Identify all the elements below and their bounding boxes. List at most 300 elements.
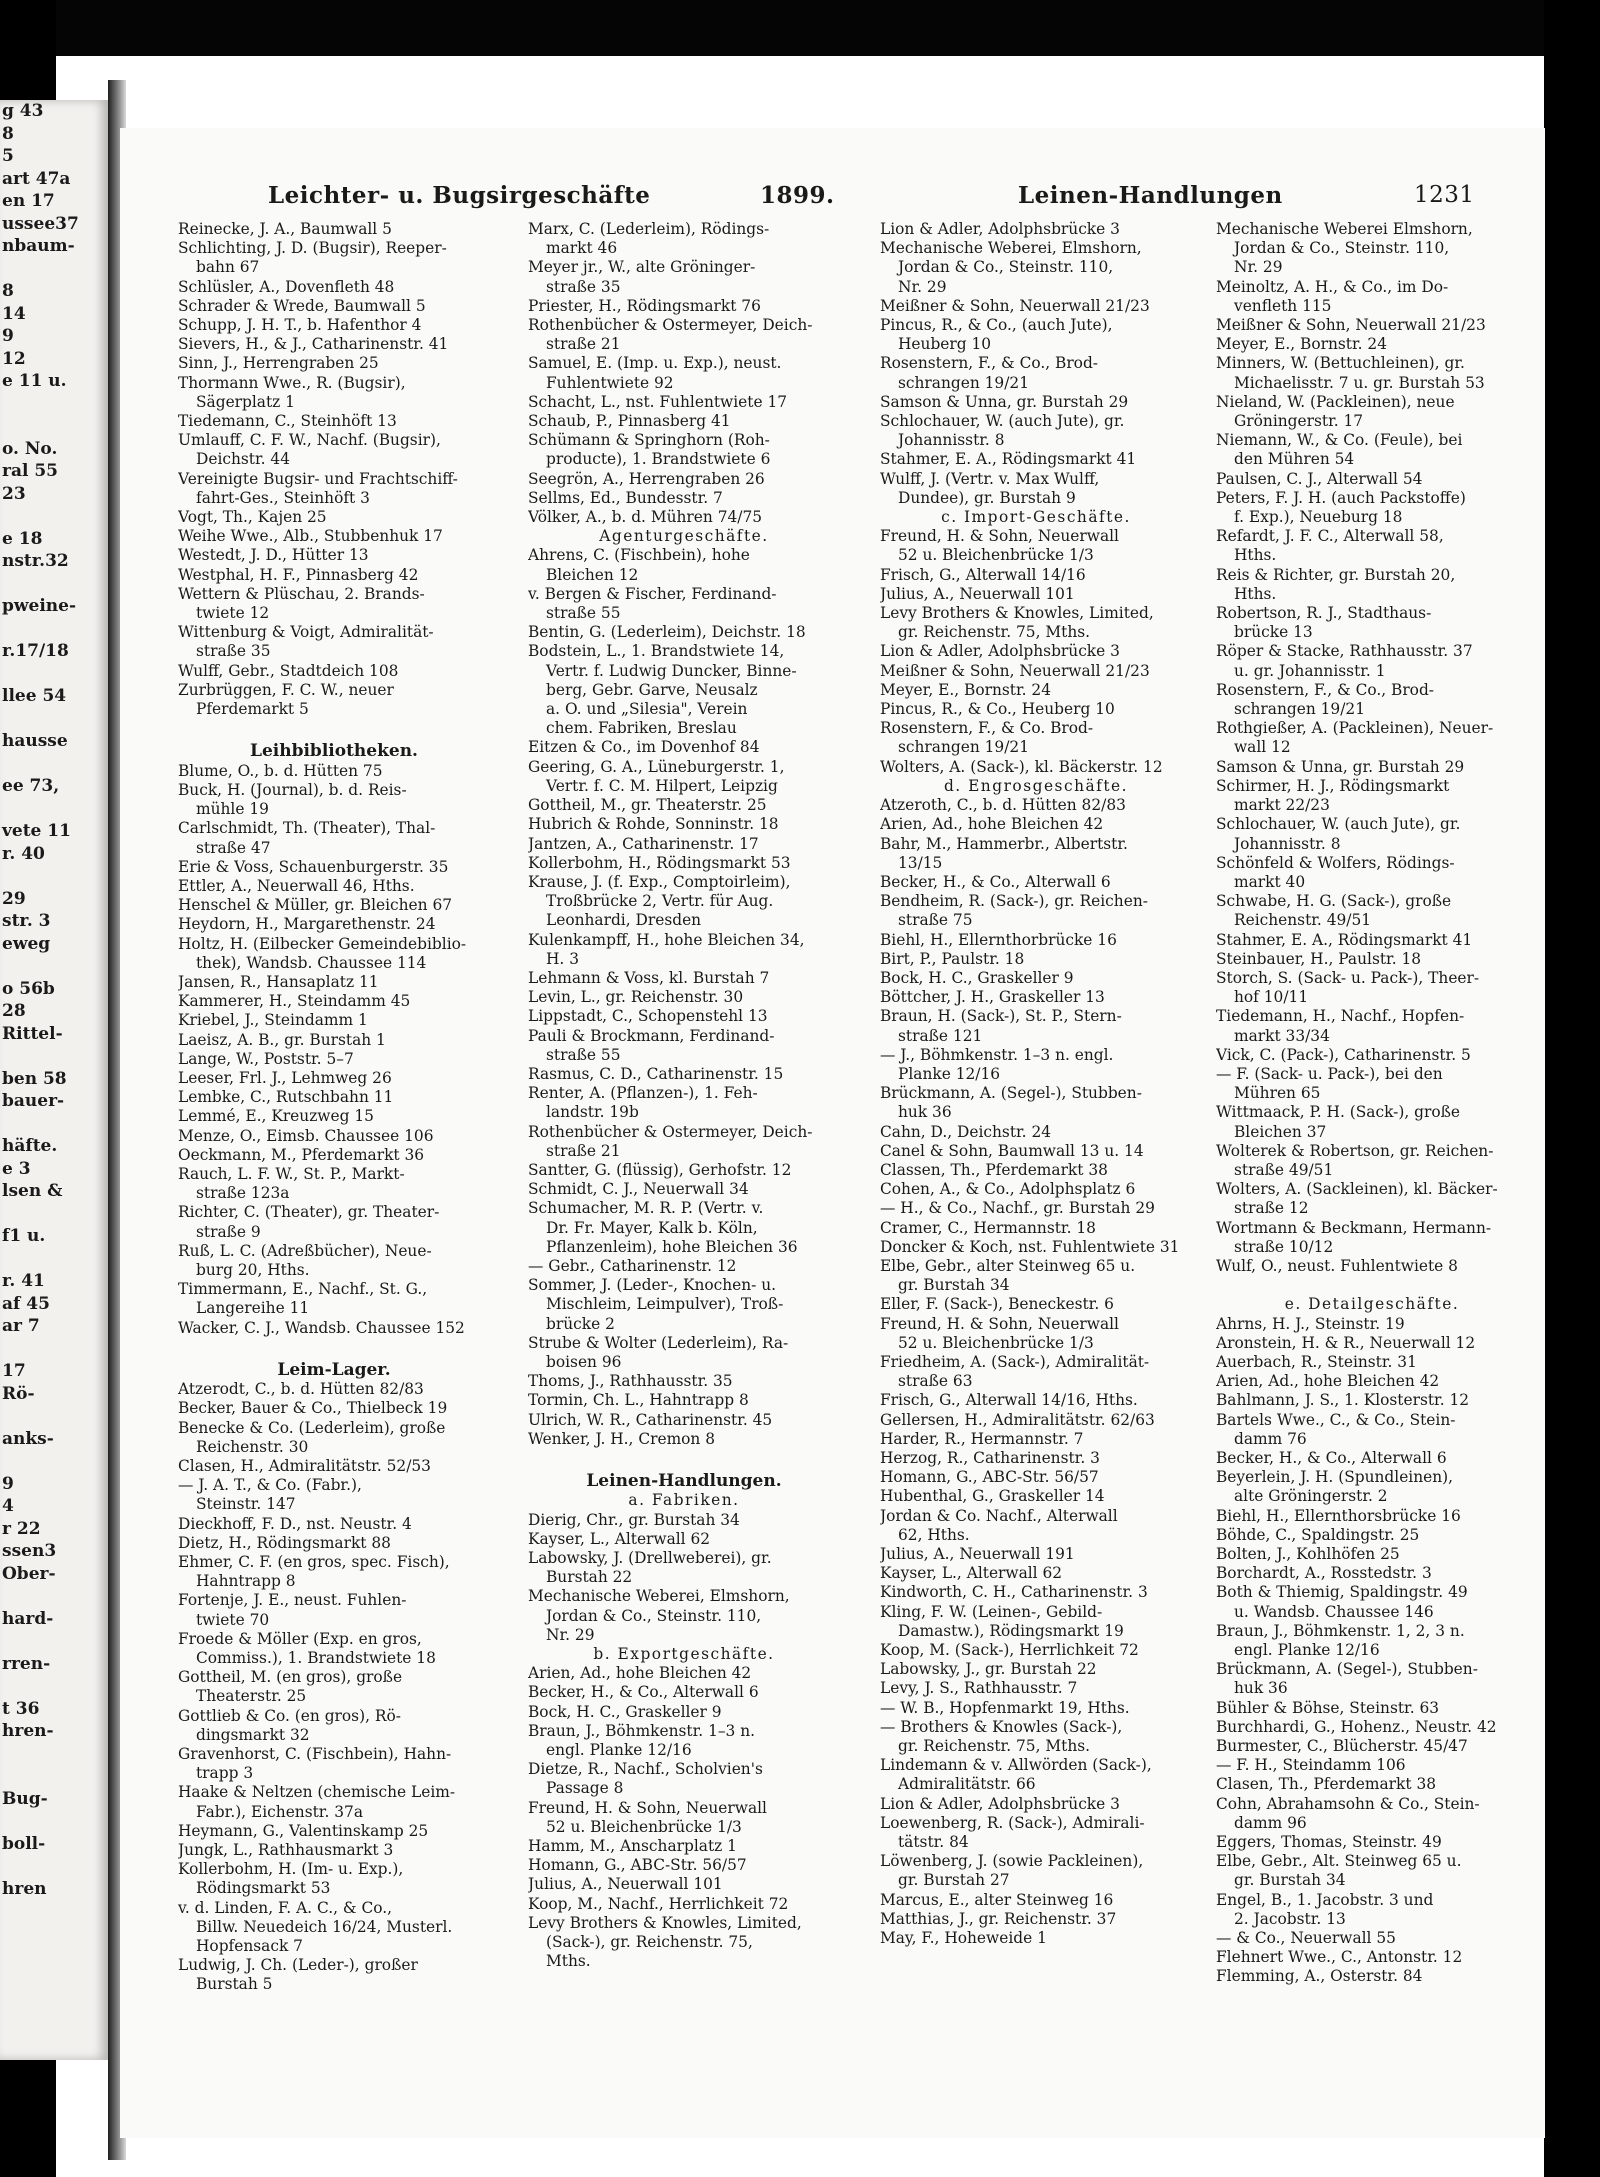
subsection-heading: d. Engrosgeschäfte. — [943, 776, 1129, 795]
directory-entry: Peters, F. J. H. (auch Packstoffe) — [1216, 488, 1466, 507]
directory-entry: Heymann, G., Valentinskamp 25 — [178, 1821, 429, 1840]
facing-page-text: vete 11 — [2, 821, 71, 841]
directory-entry: Erie & Voss, Schauenburgerstr. 35 — [178, 857, 449, 876]
directory-entry: Cramer, C., Hermannstr. 18 — [880, 1218, 1096, 1237]
directory-entry: Strube & Wolter (Lederleim), Ra- — [528, 1333, 789, 1352]
directory-entry: Leeser, Frl. J., Lehmweg 26 — [178, 1068, 392, 1087]
directory-entry: Meyer, E., Bornstr. 24 — [1216, 335, 1387, 354]
directory-entry: — H., & Co., Nachf., gr. Burstah 29 — [880, 1199, 1155, 1218]
directory-entry: Cohen, A., & Co., Adolphsplatz 6 — [880, 1180, 1136, 1199]
directory-entry: Canel & Sohn, Baumwall 13 u. 14 — [880, 1141, 1144, 1160]
directory-entry: Wolterek & Robertson, gr. Reichen- — [1216, 1141, 1494, 1160]
directory-entry: engl. Planke 12/16 — [546, 1741, 692, 1760]
facing-page-text: ee 73, — [2, 776, 60, 796]
directory-entry: Herzog, R., Catharinenstr. 3 — [880, 1449, 1100, 1467]
facing-page-text: o 56b — [2, 978, 55, 999]
facing-page-text: art 47a — [2, 168, 71, 189]
directory-entry: Jansen, R., Hansaplatz 11 — [178, 972, 379, 991]
directory-entry: Jordan & Co., Steinstr. 110, — [1234, 239, 1450, 258]
directory-entry: Leonhardi, Dresden — [546, 911, 702, 930]
facing-page-text: r. 40 — [2, 843, 45, 864]
directory-entry: Lange, W., Poststr. 5–7 — [178, 1049, 354, 1068]
directory-entry: Wettern & Plüschau, 2. Brands- — [178, 584, 425, 603]
directory-entry: — F. (Sack- u. Pack-), bei den — [1216, 1064, 1443, 1083]
directory-entry: Bendheim, R. (Sack-), gr. Reichen- — [880, 892, 1148, 911]
directory-entry: 13/15 — [898, 853, 943, 872]
directory-entry: — F. H., Steindamm 106 — [1216, 1756, 1406, 1775]
directory-entry: Wittmaack, P. H. (Sack-), große — [1216, 1103, 1460, 1122]
directory-entry: u. gr. Johannisstr. 1 — [1234, 661, 1386, 680]
directory-entry: Reichenstr. 30 — [196, 1437, 309, 1456]
directory-entry: 62, Hths. — [898, 1525, 970, 1544]
directory-entry: Vogt, Th., Kajen 25 — [178, 508, 327, 527]
facing-page-text: ral 55 — [2, 461, 59, 481]
directory-entry: schrangen 19/21 — [1234, 700, 1365, 719]
running-header — [120, 180, 1545, 220]
directory-entry: Nieland, W. (Packleinen), neue — [1216, 392, 1455, 411]
facing-page-text: pweine- — [2, 596, 77, 616]
directory-entry: Homann, G., ABC-Str. 56/57 — [528, 1856, 747, 1875]
directory-entry: Bahr, M., Hammerbr., Albertstr. — [880, 834, 1128, 853]
directory-entry: Krause, J. (f. Exp., Comptoirleim), — [528, 872, 791, 891]
directory-entry: Ahrns, H. J., Steinstr. 19 — [1216, 1314, 1405, 1333]
directory-entry: Reis & Richter, gr. Burstah 20, — [1216, 565, 1456, 584]
facing-page-text — [0, 753, 108, 776]
directory-entry: Deichstr. 44 — [196, 450, 291, 469]
subsection-heading: b. Exportgeschäfte. — [593, 1645, 775, 1664]
facing-page-text: 29 — [2, 888, 26, 909]
directory-entry: Wulff, Gebr., Stadtdeich 108 — [178, 661, 399, 680]
directory-entry: fahrt-Ges., Steinhöft 3 — [196, 488, 370, 507]
directory-entry: Kayser, L., Alterwall 62 — [880, 1564, 1063, 1583]
facing-page-text: häfte. — [2, 1136, 58, 1156]
directory-entry: Samson & Unna, gr. Burstah 29 — [1216, 757, 1465, 776]
directory-entry: straße 10/12 — [1234, 1237, 1334, 1256]
directory-entry: Becker, H., & Co., Alterwall 6 — [880, 872, 1111, 891]
directory-entry: Mechanische Weberei, Elmshorn, — [880, 239, 1142, 258]
directory-entry: Niemann, W., & Co. (Feule), bei — [1216, 431, 1463, 450]
directory-entry: Jordan & Co., Steinstr. 110, — [546, 1606, 762, 1625]
directory-entry: — J., Böhmkenstr. 1–3 n. engl. — [880, 1045, 1114, 1064]
directory-entry: v. Bergen & Fischer, Ferdinand- — [528, 584, 777, 603]
directory-entry: Gottheil, M., gr. Theaterstr. 25 — [528, 796, 767, 815]
directory-entry: straße 9 — [196, 1222, 261, 1241]
directory-entry — [178, 1338, 490, 1357]
directory-entry: Geering, G. A., Lüneburgerstr. 1, — [528, 757, 785, 776]
facing-page-text: af 45 — [2, 1293, 50, 1314]
directory-entry: Rosenstern, F., & Co. Brod- — [880, 719, 1094, 738]
directory-entry: Vereinigte Bugsir- und Frachtschiff- — [178, 469, 458, 488]
directory-entry: Umlauff, C. F. W., Nachf. (Bugsir), — [178, 431, 441, 450]
facing-page-text: Rö- — [2, 1383, 35, 1404]
facing-page-text — [0, 1630, 108, 1653]
facing-page-text: 12 — [2, 348, 26, 369]
directory-entry: Lindemann & v. Allwörden (Sack-), — [880, 1756, 1152, 1775]
directory-entry: Aronstein, H. & R., Neuerwall 12 — [1216, 1333, 1476, 1352]
facing-page-text: str. 3 — [2, 911, 51, 931]
directory-entry: landstr. 19b — [546, 1103, 639, 1122]
directory-entry: Bodstein, L., 1. Brandstwiete 14, — [528, 642, 785, 661]
directory-entry: Braun, J., Böhmkenstr. 1–3 n. — [528, 1721, 756, 1740]
directory-entry: Refardt, J. F. C., Alterwall 58, — [1216, 527, 1444, 546]
directory-entry: Schmidt, C. J., Neuerwall 34 — [528, 1180, 749, 1199]
facing-page-text: f1 u. — [2, 1226, 46, 1246]
facing-page-text — [0, 1675, 108, 1698]
facing-page-text: 14 — [2, 303, 26, 324]
directory-entry: Classen, Th., Pferdemarkt 38 — [880, 1160, 1108, 1179]
directory-entry: venfleth 115 — [1234, 296, 1332, 315]
directory-entry: Hubrich & Rohde, Sonninstr. 18 — [528, 815, 779, 834]
subsection-heading: Agenturgeschäfte. — [599, 527, 769, 546]
directory-page — [120, 128, 1545, 2138]
directory-entry: Lippstadt, C., Schopenstehl 13 — [528, 1007, 768, 1026]
directory-entry: Wacker, C. J., Wandsb. Chaussee 152 — [178, 1318, 465, 1337]
directory-entry: engl. Planke 12/16 — [1234, 1641, 1380, 1660]
directory-entry: Fuhlentwiete 92 — [546, 373, 674, 392]
directory-entry: Santter, G. (flüssig), Gerhofstr. 12 — [528, 1160, 792, 1179]
directory-entry: Hubenthal, G., Graskeller 14 — [880, 1487, 1105, 1506]
directory-entry: v. d. Linden, F. A. C., & Co., — [178, 1898, 393, 1917]
directory-entry: Bock, H. C., Graskeller 9 — [880, 968, 1074, 987]
directory-entry: Schirmer, H. J., Rödingsmarkt — [1216, 776, 1450, 795]
directory-entry: Becker, H., & Co., Alterwall 6 — [528, 1683, 759, 1702]
directory-entry: Meißner & Sohn, Neuerwall 21/23 — [1216, 316, 1486, 335]
directory-entry: Braun, H. (Sack-), St. P., Stern- — [880, 1007, 1122, 1026]
directory-entry: u. Wandsb. Chaussee 146 — [1234, 1602, 1434, 1621]
directory-entry: straße 35 — [546, 277, 621, 296]
directory-entry: Vertr. f. Ludwig Duncker, Binne- — [546, 661, 797, 680]
section-heading: Leinen-Handlungen. — [586, 1472, 782, 1492]
directory-entry: Seegrön, A., Herrengraben 26 — [528, 469, 765, 488]
directory-entry: Schacht, L., nst. Fuhlentwiete 17 — [528, 392, 788, 411]
directory-entry: Mischleim, Leimpulver), Troß- — [546, 1295, 784, 1314]
column-3 — [880, 220, 1192, 2120]
directory-entry: Loewenberg, R. (Sack-), Admirali- — [880, 1813, 1145, 1832]
facing-page-text — [0, 1338, 108, 1361]
directory-entry: Freund, H. & Sohn, Neuerwall — [880, 1314, 1119, 1333]
directory-entry: Levy Brothers & Knowles, Limited, — [880, 604, 1154, 623]
facing-page-text — [0, 865, 108, 888]
facing-page-text: lsen & — [2, 1181, 63, 1201]
facing-page-text: r.17/18 — [2, 641, 69, 661]
directory-entry: Böttcher, J. H., Graskeller 13 — [880, 988, 1105, 1007]
facing-page-text: bauer- — [2, 1091, 65, 1111]
directory-entry: markt 46 — [546, 239, 618, 258]
directory-entry: Matthias, J., gr. Reichenstr. 37 — [880, 1909, 1117, 1928]
directory-entry: markt 33/34 — [1234, 1026, 1330, 1045]
directory-entry: Vick, C. (Pack-), Catharinenstr. 5 — [1216, 1045, 1471, 1064]
directory-entry: tätstr. 84 — [898, 1833, 969, 1852]
directory-entry: Ludwig, J. Ch. (Leder-), großer — [178, 1956, 418, 1975]
column-1 — [178, 220, 490, 2120]
directory-entry: a. O. und „Silesia", Verein — [546, 700, 748, 719]
directory-entry: Brückmann, A. (Segel-), Stubben- — [1216, 1660, 1478, 1679]
facing-page-text: 8 — [2, 123, 14, 144]
directory-entry: Marx, C. (Lederleim), Rödings- — [528, 220, 770, 238]
directory-entry: straße 21 — [546, 1141, 621, 1160]
directory-entry: Freund, H. & Sohn, Neuerwall — [528, 1798, 767, 1817]
directory-entry: huk 36 — [898, 1103, 952, 1122]
directory-entry: Völker, A., b. d. Mühren 74/75 — [528, 508, 763, 527]
directory-entry: Johannisstr. 8 — [898, 431, 1005, 450]
directory-entry: Weihe Wwe., Alb., Stubbenhuk 17 — [178, 527, 443, 546]
directory-entry: Schlochauer, W. (auch Jute), gr. — [880, 412, 1125, 431]
directory-entry: Ulrich, W. R., Catharinenstr. 45 — [528, 1410, 773, 1429]
facing-page-text — [0, 1810, 108, 1833]
directory-entry: wall 12 — [1234, 738, 1291, 757]
facing-page-text — [0, 663, 108, 686]
directory-entry: boisen 96 — [546, 1352, 622, 1371]
directory-entry: Atzerodt, C., b. d. Hütten 82/83 — [178, 1380, 424, 1399]
directory-entry: Oeckmann, M., Pferdemarkt 36 — [178, 1145, 425, 1164]
directory-entry: hof 10/11 — [1234, 988, 1309, 1007]
directory-entry: Bentin, G. (Lederleim), Deichstr. 18 — [528, 623, 806, 642]
directory-entry: straße 121 — [898, 1026, 983, 1045]
directory-entry: Lehmann & Voss, kl. Burstah 7 — [528, 968, 770, 987]
section-heading: Leihbibliotheken. — [250, 742, 418, 762]
directory-entry: Clasen, Th., Pferdemarkt 38 — [1216, 1775, 1437, 1794]
directory-entry: Rothenbücher & Ostermeyer, Deich- — [528, 1122, 813, 1141]
directory-entry: Frisch, G., Alterwall 14/16, Hths. — [880, 1391, 1138, 1410]
directory-entry — [1216, 1276, 1528, 1295]
directory-entry: Eggers, Thomas, Steinstr. 49 — [1216, 1833, 1442, 1852]
directory-entry: Hamm, M., Anscharplatz 1 — [528, 1837, 737, 1856]
directory-entry: Samuel, E. (Imp. u. Exp.), neust. — [528, 354, 782, 373]
directory-entry: Passage 8 — [546, 1779, 624, 1798]
directory-entry: straße 63 — [898, 1372, 973, 1391]
directory-entry: trapp 3 — [196, 1764, 254, 1783]
directory-entry: Thormann Wwe., R. (Bugsir), — [178, 373, 406, 392]
directory-entry: 52 u. Bleichenbrücke 1/3 — [898, 546, 1094, 565]
directory-entry: Jantzen, A., Catharinenstr. 17 — [528, 834, 759, 853]
directory-entry: dingsmarkt 32 — [196, 1725, 310, 1744]
directory-entry: 2. Jacobstr. 13 — [1234, 1909, 1346, 1928]
directory-entry: Stahmer, E. A., Rödingsmarkt 41 — [880, 450, 1137, 469]
directory-entry: Labowsky, J. (Drellweberei), gr. — [528, 1549, 772, 1568]
directory-entry: straße 47 — [196, 838, 271, 857]
facing-page-text: eweg — [2, 933, 51, 954]
facing-page-text — [0, 1045, 108, 1068]
directory-entry: Wolters, A. (Sackleinen), kl. Bäcker- — [1216, 1180, 1498, 1199]
directory-entry: Kollerbohm, H. (Im- u. Exp.), — [178, 1860, 404, 1879]
facing-page-text: e 3 — [2, 1158, 31, 1179]
directory-entry — [178, 719, 490, 738]
facing-page-text: ar 7 — [2, 1316, 40, 1336]
directory-entry: Clasen, H., Admiralitätstr. 52/53 — [178, 1457, 431, 1475]
directory-entry: Lembke, C., Rutschbahn 11 — [178, 1088, 394, 1107]
facing-page-text: ben 58 — [2, 1068, 67, 1089]
directory-entry: Lemmé, E., Kreuzweg 15 — [178, 1107, 374, 1126]
directory-entry: Troßbrücke 2, Vertr. für Aug. — [546, 892, 774, 911]
directory-entry: Freund, H. & Sohn, Neuerwall — [880, 527, 1119, 546]
directory-entry: Nr. 29 — [898, 277, 947, 296]
facing-page-text: o. No. — [2, 438, 58, 459]
directory-entry — [528, 1449, 840, 1468]
facing-page-text: nbaum- — [2, 236, 75, 256]
directory-entry: straße 21 — [546, 335, 621, 354]
directory-entry: Stahmer, E. A., Rödingsmarkt 41 — [1216, 930, 1473, 949]
directory-entry: den Mühren 54 — [1234, 450, 1355, 469]
directory-entry: Heydorn, H., Margarethenstr. 24 — [178, 915, 436, 934]
directory-entry: Julius, A., Neuerwall 191 — [880, 1545, 1075, 1564]
directory-entry: Planke 12/16 — [898, 1064, 1001, 1083]
directory-entry: (Sack-), gr. Reichenstr. 75, — [546, 1933, 753, 1952]
facing-page-text: hren- — [2, 1721, 54, 1741]
facing-page-text: 23 — [2, 483, 26, 504]
directory-entry: Wulff, J. (Vertr. v. Max Wulff, — [880, 469, 1100, 488]
directory-entry: Doncker & Koch, nst. Fuhlentwiete 31 — [880, 1237, 1180, 1256]
directory-entry: Blume, O., b. d. Hütten 75 — [178, 761, 383, 780]
directory-entry: Levin, L., gr. Reichenstr. 30 — [528, 988, 744, 1007]
directory-entry: Froede & Möller (Exp. en gros, — [178, 1629, 422, 1648]
directory-entry: Marcus, E., alter Steinweg 16 — [880, 1890, 1114, 1909]
facing-page-text: hard- — [2, 1608, 54, 1629]
directory-entry: huk 36 — [1234, 1679, 1288, 1698]
directory-entry: mühle 19 — [196, 800, 269, 819]
directory-entry: Kling, F. W. (Leinen-, Gebild- — [880, 1602, 1103, 1621]
directory-entry: — & Co., Neuerwall 55 — [1216, 1929, 1396, 1948]
directory-entry: Burmester, C., Blücherstr. 45/47 — [1216, 1737, 1468, 1756]
directory-entry: Priester, H., Rödingsmarkt 76 — [528, 296, 761, 315]
directory-entry: Wittenburg & Voigt, Admiralität- — [178, 623, 434, 642]
directory-entry: Rothenbücher & Ostermeyer, Deich- — [528, 316, 813, 335]
directory-entry: Rödingsmarkt 53 — [196, 1879, 331, 1898]
directory-entry: straße 49/51 — [1234, 1160, 1334, 1179]
directory-entry: Sinn, J., Herrengraben 25 — [178, 354, 379, 373]
directory-entry: Richter, C. (Theater), gr. Theater- — [178, 1203, 440, 1222]
directory-entry: Schönfeld & Wolfers, Rödings- — [1216, 853, 1455, 872]
facing-page-text — [0, 1450, 108, 1473]
directory-entry: straße 123a — [196, 1184, 290, 1203]
directory-entry: Michaelisstr. 7 u. gr. Burstah 53 — [1234, 373, 1485, 392]
column-2 — [528, 220, 840, 2120]
directory-entry: schrangen 19/21 — [898, 738, 1029, 757]
directory-entry: Flemming, A., Osterstr. 84 — [1216, 1967, 1423, 1986]
directory-entry: Schrader & Wrede, Baumwall 5 — [178, 296, 426, 315]
directory-entry: Fabr.), Eichenstr. 37a — [196, 1802, 364, 1821]
directory-entry: Bock, H. C., Graskeller 9 — [528, 1702, 722, 1721]
directory-entry: Lion & Adler, Adolphsbrücke 3 — [880, 220, 1120, 238]
directory-entry: Robertson, R. J., Stadthaus- — [1216, 604, 1432, 623]
directory-entry: Tiedemann, C., Steinhöft 13 — [178, 412, 397, 431]
directory-entry: Nr. 29 — [1234, 258, 1283, 277]
directory-entry: Kriebel, J., Steindamm 1 — [178, 1011, 368, 1030]
directory-entry: Atzeroth, C., b. d. Hütten 82/83 — [880, 796, 1126, 815]
scan-border-top — [0, 0, 1600, 56]
directory-entry: Holtz, H. (Eilbecker Gemeindebiblio- — [178, 934, 467, 953]
directory-entry: Gottlieb & Co. (en gros), Rö- — [178, 1706, 401, 1725]
facing-page-text: hausse — [2, 731, 68, 751]
directory-entry: Rauch, L. F. W., St. P., Markt- — [178, 1164, 405, 1183]
facing-page-text: llee 54 — [2, 686, 67, 706]
directory-entry: Braun, J., Böhmkenstr. 1, 2, 3 n. — [1216, 1621, 1465, 1640]
directory-entry: Dundee), gr. Burstah 9 — [898, 488, 1076, 507]
directory-entry: Burchhardi, G., Hohenz., Neustr. 42 — [1216, 1717, 1497, 1736]
directory-entry: Elbe, Gebr., Alt. Steinweg 65 u. — [1216, 1852, 1462, 1871]
facing-page-text — [0, 618, 108, 641]
directory-entry: gr. Reichenstr. 75, Mths. — [898, 623, 1091, 642]
facing-page-text: e 18 — [2, 528, 43, 549]
directory-entry: alte Gröningerstr. 2 — [1234, 1487, 1388, 1506]
facing-page-text: Bug- — [2, 1788, 48, 1809]
facing-page-text: hren — [2, 1878, 47, 1899]
directory-entry: Hths. — [1234, 546, 1277, 565]
directory-entry: Arien, Ad., hohe Bleichen 42 — [528, 1664, 752, 1683]
directory-entry: Schumacher, M. R. P. (Vertr. v. — [528, 1199, 764, 1218]
directory-entry: Birt, P., Paulstr. 18 — [880, 949, 1025, 968]
directory-entry: Storch, S. (Sack- u. Pack-), Theer- — [1216, 968, 1480, 987]
directory-entry: Kayser, L., Alterwall 62 — [528, 1529, 711, 1548]
directory-entry: Wortmann & Beckmann, Hermann- — [1216, 1218, 1492, 1237]
directory-entry: Brückmann, A. (Segel-), Stubben- — [880, 1084, 1142, 1103]
directory-entry: bahn 67 — [196, 258, 260, 277]
directory-entry: Pincus, R., & Co., (auch Jute), — [880, 316, 1113, 335]
facing-page-text: ussee37 — [2, 213, 79, 234]
directory-entry: Burstah 5 — [196, 1975, 273, 1994]
directory-entry: schrangen 19/21 — [898, 373, 1029, 392]
directory-entry: Paulsen, C. J., Alterwall 54 — [1216, 469, 1423, 488]
directory-entry: Levy Brothers & Knowles, Limited, — [528, 1913, 802, 1932]
directory-entry: Schupp, J. H. T., b. Hafenthor 4 — [178, 316, 422, 335]
directory-entry: Arien, Ad., hohe Bleichen 42 — [1216, 1372, 1440, 1391]
directory-entry: Wenker, J. H., Cremon 8 — [528, 1429, 716, 1448]
subsection-heading: c. Import-Geschäfte. — [941, 508, 1131, 527]
directory-entry: Nr. 29 — [546, 1625, 595, 1644]
directory-entry: Gravenhorst, C. (Fischbein), Hahn- — [178, 1745, 452, 1764]
directory-entry: Schwabe, H. G. (Sack-), große — [1216, 892, 1452, 911]
directory-entry: Harder, R., Hermannstr. 7 — [880, 1429, 1084, 1448]
directory-entry: Becker, H., & Co., Alterwall 6 — [1216, 1449, 1447, 1467]
directory-entry: Elbe, Gebr., alter Steinweg 65 u. — [880, 1256, 1136, 1275]
directory-entry: Theaterstr. 25 — [196, 1687, 307, 1706]
directory-entry: — Gebr., Catharinenstr. 12 — [528, 1256, 737, 1275]
directory-entry: Levy, J. S., Rathhausstr. 7 — [880, 1679, 1078, 1698]
directory-entry: Schaub, P., Pinnasberg 41 — [528, 412, 731, 431]
directory-entry: Steinstr. 147 — [196, 1495, 296, 1514]
facing-page-text: 9 — [2, 1473, 14, 1494]
directory-entry: Julius, A., Neuerwall 101 — [528, 1875, 723, 1894]
directory-entry: Renter, A. (Pflanzen-), 1. Feh- — [528, 1084, 758, 1103]
directory-entry: Borchardt, A., Rosstedstr. 3 — [1216, 1564, 1432, 1583]
facing-page-text: rren- — [2, 1653, 51, 1674]
directory-entry: Pauli & Brockmann, Ferdinand- — [528, 1026, 775, 1045]
directory-entry: — W. B., Hopfenmarkt 19, Hths. — [880, 1698, 1130, 1717]
facing-page-text — [0, 1765, 108, 1788]
directory-entry: straße 12 — [1234, 1199, 1309, 1218]
directory-entry: Schlichting, J. D. (Bugsir), Reeper- — [178, 239, 447, 258]
directory-entry: Arien, Ad., hohe Bleichen 42 — [880, 815, 1104, 834]
directory-entry: Vertr. f. C. M. Hilpert, Leipzig — [546, 776, 778, 795]
directory-entry: 52 u. Bleichenbrücke 1/3 — [898, 1333, 1094, 1352]
directory-entry: Laeisz, A. B., gr. Burstah 1 — [178, 1030, 386, 1049]
directory-entry: Meinoltz, A. H., & Co., im Do- — [1216, 277, 1449, 296]
directory-entry: 52 u. Bleichenbrücke 1/3 — [546, 1817, 742, 1836]
directory-entry: Sievers, H., & J., Catharinenstr. 41 — [178, 335, 449, 354]
directory-entry: Dietz, H., Rödingsmarkt 88 — [178, 1533, 391, 1552]
directory-entry: Löwenberg, J. (sowie Packleinen), — [880, 1852, 1144, 1871]
directory-entry: Damastw.), Rödingsmarkt 19 — [898, 1621, 1124, 1640]
facing-page-text: r. 41 — [2, 1271, 45, 1291]
directory-entry: Rosenstern, F., & Co., Brod- — [880, 354, 1098, 373]
directory-entry: H. 3 — [546, 949, 579, 968]
directory-entry: straße 55 — [546, 604, 621, 623]
directory-entry: Wulf, O., neust. Fuhlentwiete 8 — [1216, 1256, 1458, 1275]
directory-entry: Rasmus, C. D., Catharinenstr. 15 — [528, 1064, 784, 1083]
directory-entry: Engel, B., 1. Jacobstr. 3 und — [1216, 1890, 1434, 1909]
directory-entry: Jungk, L., Rathhausmarkt 3 — [178, 1841, 394, 1860]
directory-entry: Zurbrüggen, F. C. W., neuer — [178, 680, 394, 699]
directory-entry: Dietze, R., Nachf., Scholvien's — [528, 1760, 763, 1779]
